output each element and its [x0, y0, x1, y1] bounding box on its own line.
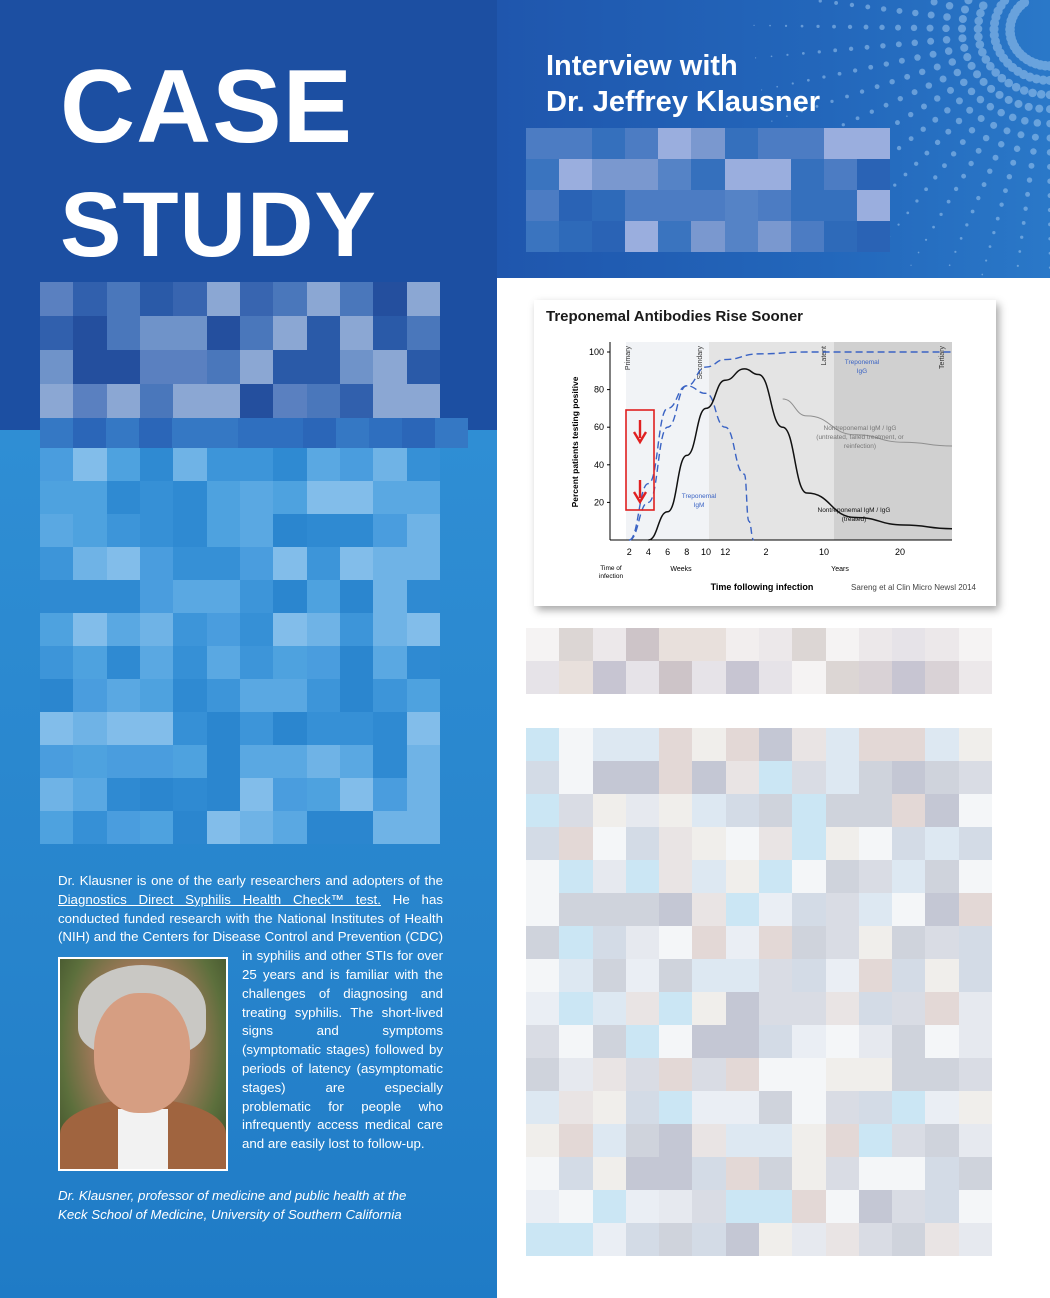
chart-source: Sareng et al Clin Micro Newsl 2014	[851, 583, 976, 592]
x-tick-label: 6	[665, 547, 671, 557]
series-label-treponemal-igm: IgM	[693, 502, 705, 509]
caption-line-1: Dr. Klausner, professor of medicine and public health at the	[58, 1188, 407, 1203]
series-label-nontreponemal-untreated: (untreated, failed treatment, or	[816, 434, 904, 441]
y-tick-label: 80	[593, 384, 604, 395]
y-tick-label: 40	[593, 459, 604, 470]
interview-line-1: Interview with	[546, 50, 738, 82]
x-unit-weeks: Weeks	[670, 566, 692, 573]
stage-label: Primary	[625, 346, 632, 371]
series-label-nontreponemal-treated: Nontreponemal IgM / IgG	[817, 507, 891, 514]
redacted-region-left-top	[40, 282, 440, 418]
y-tick-label: 100	[588, 347, 604, 357]
y-tick-label: 20	[593, 497, 604, 508]
intro-text-top: He has conducted funded research with the National Institutes of Health (NIH) and the Centers for Disease Control and Prevention (CDC)	[58, 891, 443, 945]
chart-title: Treponemal Antibodies Rise Sooner	[546, 308, 803, 325]
redacted-region-left-band	[40, 418, 468, 448]
interview-name: Dr. Jeffrey Klausner	[546, 86, 821, 118]
intro-text-start: Dr. Klausner is one of the early researchers and adopters of the	[58, 873, 443, 888]
intro-text-rest: in syphilis and other STIs for over 25 years and is familiar with the challenges of diagnosing and treating syphilis. The short-lived signs and symptoms (symptomatic stages) followed by periods of latency (asymptomatic stages) are especially problematic for people who infrequently access medical care and are easily lost to follow-up.	[242, 948, 443, 1152]
antibody-chart	[534, 300, 996, 606]
x-tick-label: 12	[720, 547, 731, 557]
series-label-treponemal-igg: IgG	[856, 368, 868, 375]
series-label-treponemal-igg: Treponemal	[844, 359, 880, 366]
series-label-nontreponemal-untreated: Nontreponemal IgM / IgG	[823, 425, 897, 432]
series-label-nontreponemal-treated: (treated)	[841, 516, 867, 523]
series-label-nontreponemal-untreated: reinfection)	[843, 443, 877, 450]
syphilis-test-link[interactable]: Diagnostics Direct Syphilis Health Check™ test.	[58, 891, 381, 907]
portrait-photo	[58, 957, 228, 1171]
redacted-region-right-body	[526, 728, 992, 1256]
x-tick-label: 10	[818, 547, 830, 557]
x-origin-label: infection	[598, 573, 624, 580]
x-tick-label: 4	[645, 547, 651, 557]
x-axis-label: Time following infection	[710, 582, 814, 592]
intro-paragraph	[58, 872, 443, 1175]
photo-caption	[58, 1186, 458, 1224]
redacted-region-left-main	[40, 448, 440, 844]
x-tick-label: 20	[894, 547, 906, 557]
redacted-region-right-caption	[526, 628, 992, 694]
redacted-region-banner	[526, 128, 890, 252]
x-origin-label: Time of	[600, 565, 622, 572]
stage-label: Secondary	[697, 346, 704, 380]
series-label-treponemal-igm: Treponemal	[681, 493, 717, 500]
page-title	[60, 48, 377, 284]
y-axis-label: Percent patients testing positive	[570, 376, 580, 508]
stage-label: Tertiary	[939, 346, 946, 369]
x-tick-label: 2	[626, 547, 632, 557]
stage-label: Latent	[821, 346, 828, 366]
interview-heading	[546, 48, 820, 120]
title-study: STUDY	[60, 174, 377, 276]
x-tick-label: 2	[763, 547, 769, 557]
chart-plot	[534, 300, 996, 606]
caption-line-2: Keck School of Medicine, University of Southern California	[58, 1207, 402, 1222]
stage-band-secondary	[709, 342, 834, 540]
title-case: CASE	[60, 49, 353, 165]
x-unit-years: Years	[831, 566, 849, 573]
x-tick-label: 8	[684, 547, 690, 557]
y-tick-label: 60	[593, 422, 604, 433]
x-tick-label: 10	[700, 547, 712, 557]
